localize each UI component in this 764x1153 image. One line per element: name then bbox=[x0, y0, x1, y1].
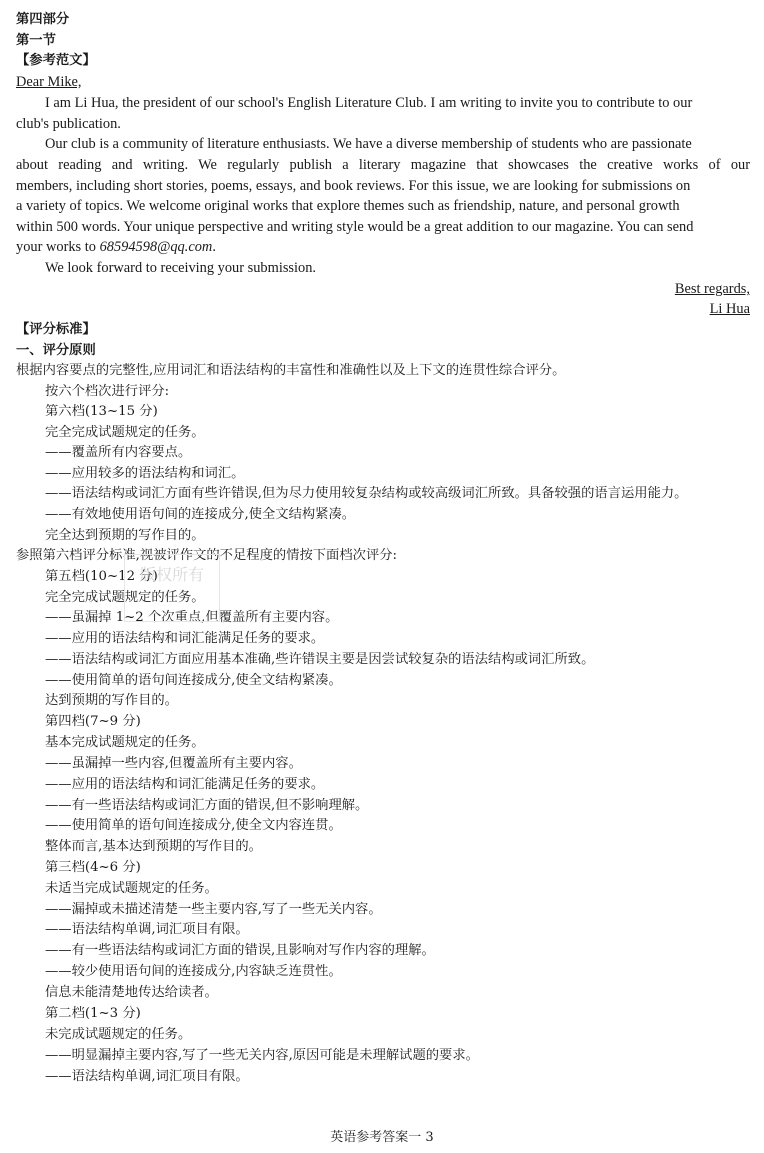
grade2-line: ——明显漏掉主要内容,写了一些无关内容,原因可能是未理解试题的要求。 bbox=[45, 1048, 479, 1063]
grading-intro: 按六个档次进行评分: bbox=[45, 384, 170, 399]
grade4-title: 第四档(7~9 分) bbox=[45, 714, 141, 729]
letter-p1-line2: club's publication. bbox=[16, 116, 121, 132]
letter-closing: Best regards, bbox=[674, 281, 750, 297]
text-prefix: your works to bbox=[16, 239, 96, 255]
principles-heading: 一、评分原则 bbox=[16, 343, 96, 358]
grade2-line: ——语法结构单调,词汇项目有限。 bbox=[45, 1069, 249, 1084]
grade3-line: ——有一些语法结构或词汇方面的错误,且影响对写作内容的理解。 bbox=[45, 943, 435, 958]
letter-p2-line5: within 500 words. Your unique perspective and writing style would be a great addition to our magazine. You can send bbox=[16, 219, 694, 235]
grade4-line: 基本完成试题规定的任务。 bbox=[45, 735, 205, 750]
grade6-title: 第六档(13~15 分) bbox=[45, 404, 158, 419]
reference-note: 参照第六档评分标准,视被评作文的不足程度的情按下面档次评分: bbox=[16, 548, 398, 563]
letter-p2-line4: a variety of topics. We welcome original works that explore themes such as friendship, nature, and personal growth bbox=[16, 198, 680, 214]
letter-p1-line1: I am Li Hua, the president of our school's English Literature Club. I am writing to invite you to contribute to our bbox=[45, 95, 693, 111]
grade6-line: 完全达到预期的写作目的。 bbox=[45, 528, 205, 543]
grade3-title: 第三档(4~6 分) bbox=[45, 860, 141, 875]
letter-p2-line2: about reading and writing. We regularly publish a literary magazine that showcases the creative works of our bbox=[16, 157, 750, 173]
grade2-line: 未完成试题规定的任务。 bbox=[45, 1027, 192, 1042]
grade3-line: ——较少使用语句间的连接成分,内容缺乏连贯性。 bbox=[45, 964, 342, 979]
principle-text: 根据内容要点的完整性,应用词汇和语法结构的丰富性和准确性以及上下文的连贯性综合评分。 bbox=[16, 363, 566, 378]
grade3-line: ——语法结构单调,词汇项目有限。 bbox=[45, 922, 249, 937]
grade5-line: 完全完成试题规定的任务。 bbox=[45, 590, 205, 605]
text-suffix: . bbox=[212, 239, 216, 255]
watermark: 版权所有 bbox=[124, 554, 220, 622]
grade3-line: 信息未能清楚地传达给读者。 bbox=[45, 985, 218, 1000]
grade5-line: ——语法结构或词汇方面应用基本准确,些许错误主要是因尝试较复杂的语法结构或词汇所致。 bbox=[45, 652, 595, 667]
grade3-line: 未适当完成试题规定的任务。 bbox=[45, 881, 218, 896]
grade4-line: 整体而言,基本达到预期的写作目的。 bbox=[45, 839, 262, 854]
sample-heading: 【参考范文】 bbox=[16, 53, 96, 68]
grade4-line: ——虽漏掉一些内容,但覆盖所有主要内容。 bbox=[45, 756, 302, 771]
grade6-line: ——覆盖所有内容要点。 bbox=[45, 445, 192, 460]
grade5-line: ——应用的语法结构和词汇能满足任务的要求。 bbox=[45, 631, 325, 646]
grade6-line: 完全完成试题规定的任务。 bbox=[45, 425, 205, 440]
letter-p2-line3: members, including short stories, poems, essays, and book reviews. For this issue, we are looking for submissions on bbox=[16, 178, 691, 194]
grade2-title: 第二档(1~3 分) bbox=[45, 1006, 141, 1021]
subsection-title: 第一节 bbox=[16, 33, 56, 48]
grade4-line: ——有一些语法结构或词汇方面的错误,但不影响理解。 bbox=[45, 798, 369, 813]
page-footer: 英语参考答案一 3 bbox=[330, 1130, 434, 1145]
letter-signature: Li Hua bbox=[709, 301, 750, 317]
letter-salutation: Dear Mike, bbox=[16, 74, 82, 90]
grade5-title: 第五档(10~12 分) bbox=[45, 569, 158, 584]
grade5-line: 达到预期的写作目的。 bbox=[45, 693, 178, 708]
letter-p2-line6 bbox=[16, 239, 216, 255]
grade5-line: ——使用简单的语句间连接成分,使全文结构紧凑。 bbox=[45, 673, 342, 688]
letter-p3: We look forward to receiving your submission. bbox=[45, 260, 317, 276]
grade5-line: ——虽漏掉 1~2 个次重点,但覆盖所有主要内容。 bbox=[45, 610, 339, 625]
grade4-line: ——使用简单的语句间连接成分,使全文内容连贯。 bbox=[45, 818, 342, 833]
email-text: 68594598@qq.com bbox=[99, 239, 213, 255]
criteria-heading: 【评分标准】 bbox=[16, 322, 96, 337]
grade3-line: ——漏掉或未描述清楚一些主要内容,写了一些无关内容。 bbox=[45, 902, 382, 917]
letter-p2-line1: Our club is a community of literature enthusiasts. We have a diverse membership of students who are passionate bbox=[45, 136, 692, 152]
grade6-line: ——应用较多的语法结构和词汇。 bbox=[45, 466, 245, 481]
grade4-line: ——应用的语法结构和词汇能满足任务的要求。 bbox=[45, 777, 325, 792]
grade6-line: ——有效地使用语句间的连接成分,使全文结构紧凑。 bbox=[45, 507, 356, 522]
section-title: 第四部分 bbox=[16, 12, 70, 27]
grade6-line: ——语法结构或词汇方面有些许错误,但为尽力使用较复杂结构或较高级词汇所致。具备较强的语言运用能力。 bbox=[45, 486, 688, 501]
